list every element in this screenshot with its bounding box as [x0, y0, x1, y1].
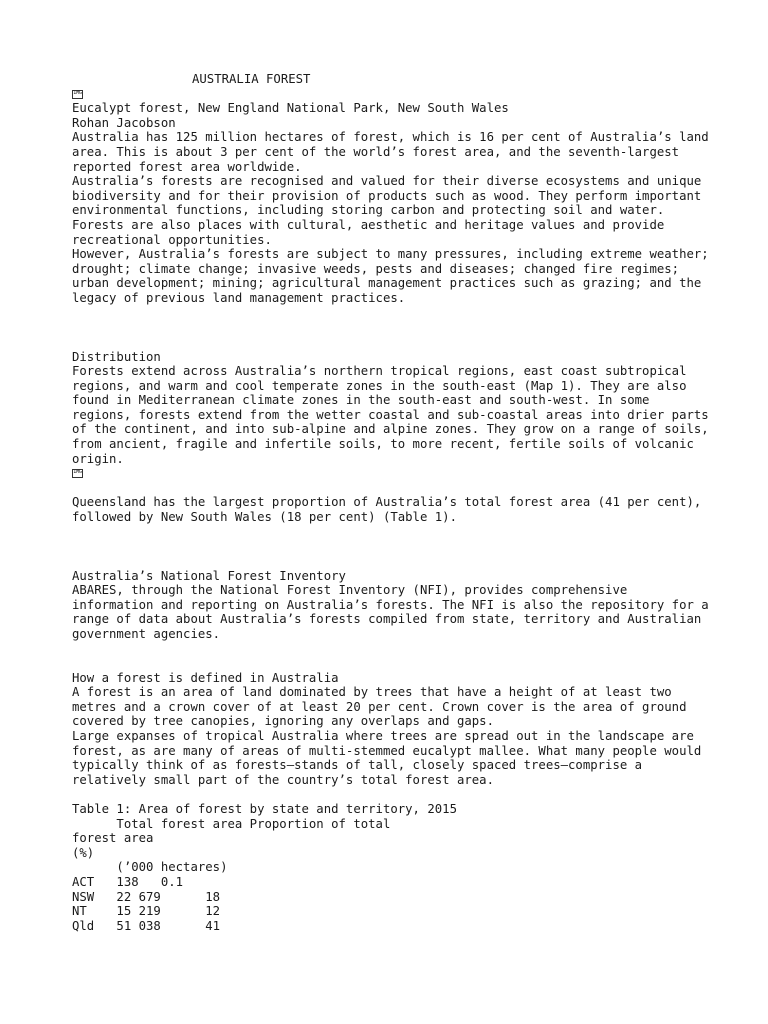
distribution-heading: Distribution: [72, 349, 161, 364]
nfi-paragraph: ABARES, through the National Forest Inventory (NFI), provides comprehensive information and reporting on Australia’s forests. The NFI is also the repository for a range of data about Australia’s forests compiled from state, territory and Australian government agencies.: [72, 583, 717, 641]
definition-paragraph-2: Large expanses of tropical Australia where trees are spread out in the landscape are forest, as are many of areas of multi-stemmed eucalypt mallee. What many people would typically think of as forests—stands of tall, closely spaced trees—comprise a relatively small part of the country’s total forest area.: [72, 728, 709, 787]
document-title: AUSTRALIA FOREST: [192, 72, 311, 86]
image-placeholder-row: [72, 87, 712, 102]
spacer: [72, 481, 712, 496]
map-placeholder-icon: IMG: [72, 469, 83, 478]
nfi-heading: Australia’s National Forest Inventory: [72, 568, 346, 583]
intro-paragraph-3: However, Australia’s forests are subject to many pressures, including extreme weather; drought; climate change; invasive weeds, pests and diseases; changed fire regimes; urban development; mining; agricultural management practices such as grazing; and the legacy of previous land management practices.: [72, 247, 717, 305]
table-header-line: (’000 hectares): [72, 860, 228, 875]
spacer: [72, 642, 712, 671]
intro-paragraph-1: Australia has 125 million hectares of forest, which is 16 per cent of Australia’s land area. This is about 3 per cent of the world’s forest area, and the seventh-largest reported forest area worldwide.: [72, 130, 717, 174]
document-page: [72, 72, 717, 933]
table-header-line: forest area: [72, 831, 154, 846]
table-row: NSW 22 679 18: [72, 889, 221, 904]
map-placeholder-row: [72, 466, 712, 481]
intro-paragraph-2: Australia’s forests are recognised and valued for their diverse ecosystems and unique biodiversity and for their provision of products such as wood. They perform important environmental functions, including storing carbon and protecting soil and water. Forests are also places with cultural, aesthetic and heritage values and provide recreational opportunities.: [72, 174, 709, 247]
spacer: [72, 525, 712, 569]
photo-credit: Rohan Jacobson: [72, 115, 176, 130]
definition-heading: How a forest is defined in Australia: [72, 670, 339, 685]
definition-paragraph-1: A forest is an area of land dominated by trees that have a height of at least two metres and a crown cover of at least 20 per cent. Crown cover is the area of ground covered by tree canopies, ignoring any overlaps and gaps.: [72, 685, 694, 729]
table-caption: Table 1: Area of forest by state and territory, 2015: [72, 801, 457, 816]
image-caption: Eucalypt forest, New England National Park, New South Wales: [72, 101, 509, 116]
image-placeholder-icon: IMG: [72, 90, 83, 99]
table-row: Qld 51 038 41: [72, 918, 221, 933]
distribution-paragraph: Forests extend across Australia’s northern tropical regions, east coast subtropical regions, and warm and cool temperate zones in the south-east (Map 1). They are also found in Mediterranean climate zones in the south-east and south-west. In some regions, forests extend from the wetter coastal and sub-coastal areas into drier parts of the continent, and into sub-alpine and alpine zones. They grow on a range of soils, from ancient, fragile and infertile soils, to more recent, fertile soils of volcanic origin.: [72, 364, 717, 466]
spacer: [72, 306, 712, 350]
table-row: NT 15 219 12: [72, 904, 221, 919]
table-row: ACT 138 0.1: [72, 874, 184, 889]
spacer: [72, 787, 712, 802]
table-header-line: Total forest area Proportion of total: [72, 816, 391, 831]
table-header-line: (%): [72, 845, 95, 860]
distribution-followup: Queensland has the largest proportion of Australia’s total forest area (41 per cent), followed by New South Wales (18 per cent) (Table 1).: [72, 495, 709, 525]
